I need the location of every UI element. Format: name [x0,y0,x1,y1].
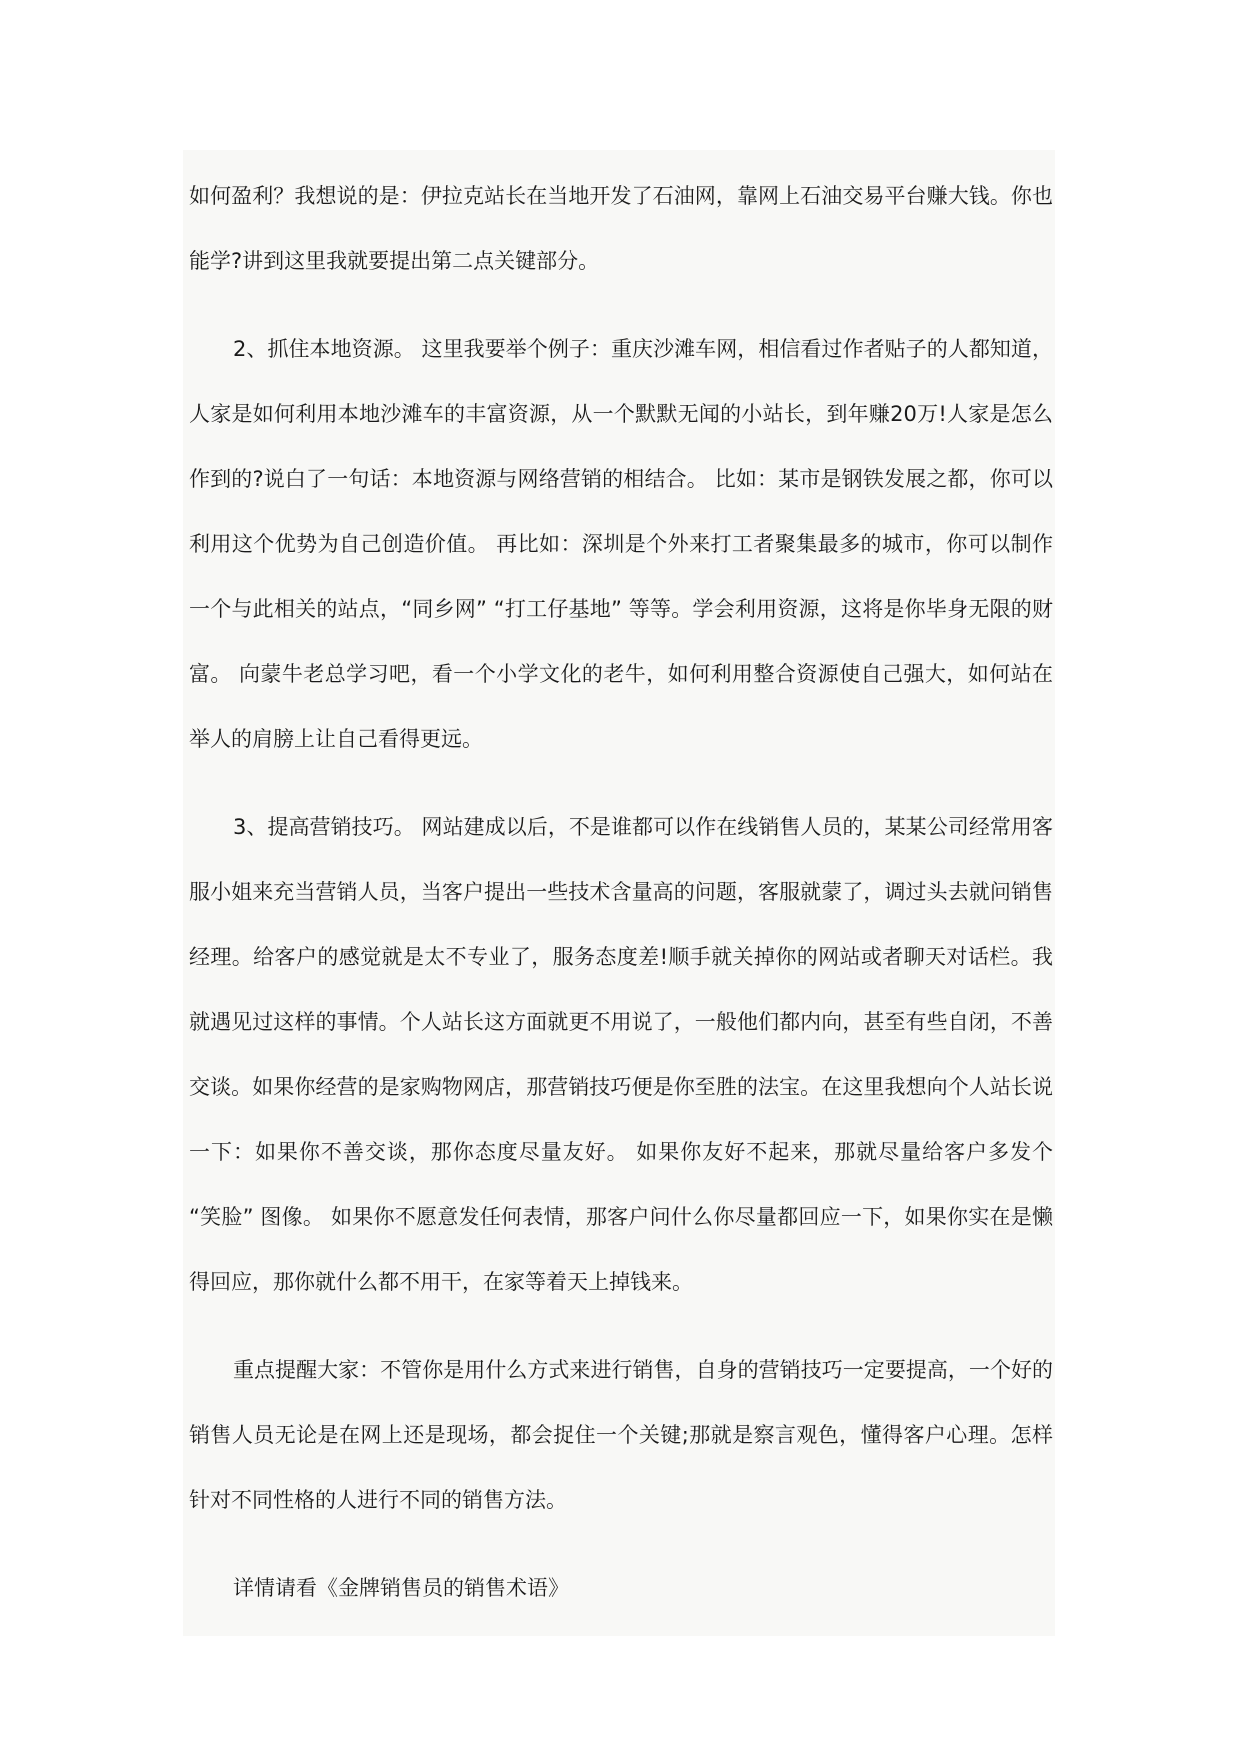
paragraph-sales-skills: 3、提高营销技巧。 网站建成以后，不是谁都可以作在线销售人员的，某某公司经常用客服小姐来充当营销人员，当客户提出一些技术含量高的问题，客服就蒙了，调过头去就问销售经理。给客户的感觉就是太不专业了，服务态度差!顺手就关掉你的网站或者聊天对话栏。我就遇见过这样的事情。个人站长这方面就更不用说了，一般他们都内向，甚至有些自闭，不善交谈。如果你经营的是家购物网店，那营销技巧便是你至胜的法宝。在这里我想向个人站长说一下：如果你不善交谈，那你态度尽量友好。 如果你友好不起来，那就尽量给客户多发个 “笑脸” 图像。 如果你不愿意发任何表情，那客户问什么你尽量都回应一下，如果你实在是懒得回应，那你就什么都不用干，在家等着天上掉钱来。 [189,815,1053,1294]
paragraph-see-details: 详情请看《金牌销售员的销售术语》 [233,1576,569,1600]
document-page [183,150,1055,1636]
paragraph-local-resources: 2、抓住本地资源。 这里我要举个例子：重庆沙滩车网，相信看过作者贴子的人都知道，人家是如何利用本地沙滩车的丰富资源，从一个默默无闻的小站长，到年赚20万!人家是怎么作到的?说白了一句话：本地资源与网络营销的相结合。 比如：某市是钢铁发展之都，你可以利用这个优势为自己创造价值。 再比如：深圳是个外来打工者聚集最多的城市，你可以制作一个与此相关的站点，“同乡网” “打工仔基地” 等等。学会利用资源，这将是你毕身无限的财富。 向蒙牛老总学习吧，看一个小学文化的老牛，如何利用整合资源使自己强大，如何站在举人的肩膀上让自己看得更远。 [189,337,1053,751]
paragraph-key-reminder: 重点提醒大家：不管你是用什么方式来进行销售，自身的营销技巧一定要提高，一个好的销售人员无论是在网上还是现场，都会捉住一个关键;那就是察言观色，懂得客户心理。怎样针对不同性格的人进行不同的销售方法。 [189,1358,1053,1512]
paragraph-intro-continuation: 如何盈利？我想说的是：伊拉克站长在当地开发了石油网，靠网上石油交易平台赚大钱。你也能学?讲到这里我就要提出第二点关键部分。 [189,184,1053,273]
document-body [189,164,1053,1621]
